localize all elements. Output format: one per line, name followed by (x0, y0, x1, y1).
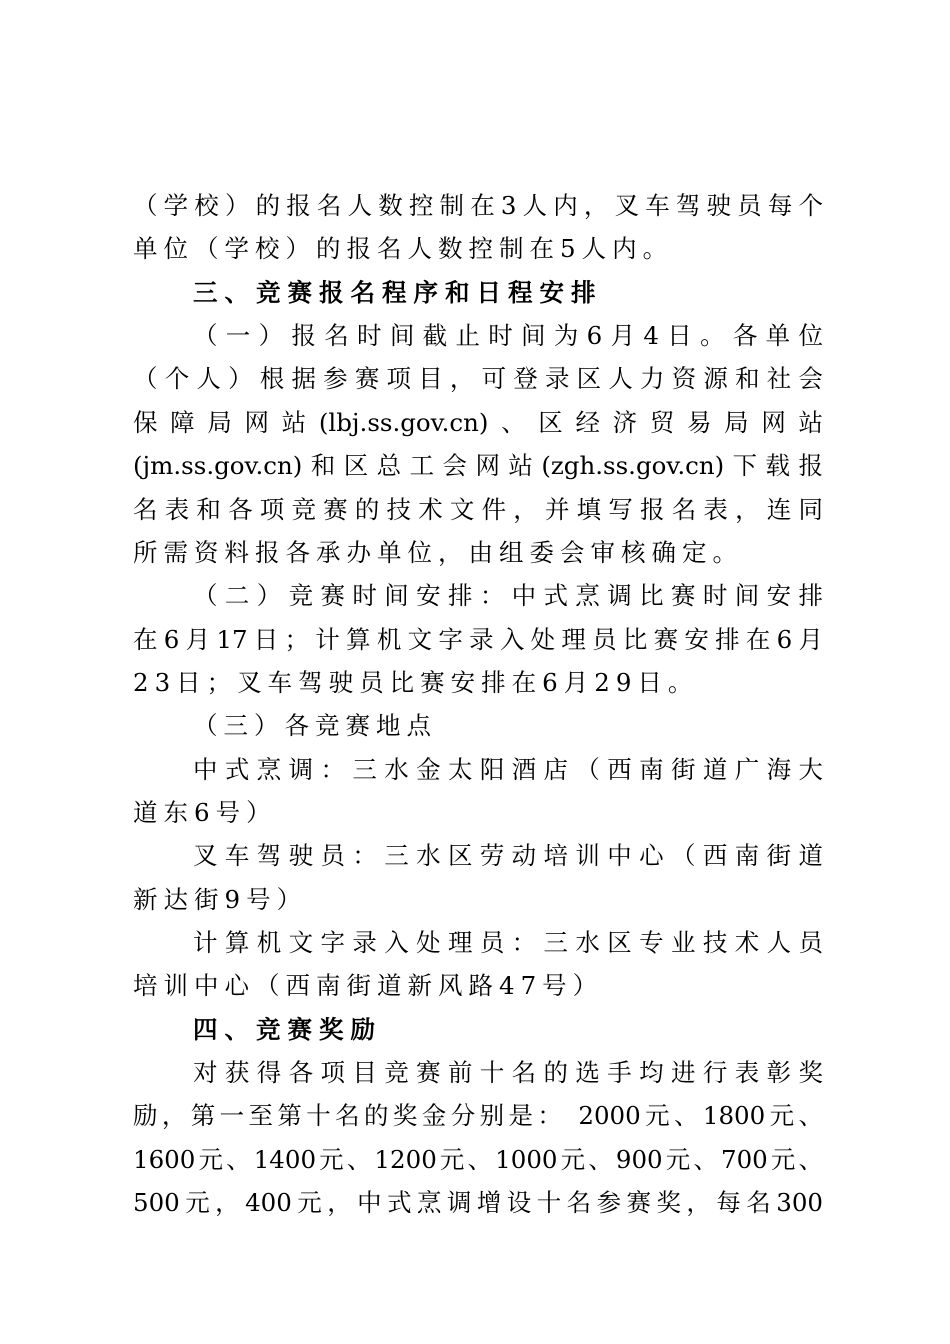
paragraph-line: 所需资料报各承办单位，由组委会审核确定。 (133, 538, 743, 567)
paragraph-line: 道东6号） (133, 798, 277, 827)
paragraph-line: 励，第一至第十名的奖金分别是： 2000元、1800元、 (133, 1101, 823, 1130)
paragraph-line: (jm.ss.gov.cn)和区总工会网站(zgh.ss.gov.cn)下载报 (133, 451, 823, 480)
paragraph-line: 新达街9号） (133, 885, 308, 914)
paragraph-line: 在6月17日；计算机文字录入处理员比赛安排在6月 (133, 625, 823, 654)
paragraph-line: 单位（学校）的报名人数控制在5人内。 (133, 234, 674, 263)
paragraph-line: 500元，400元，中式烹调增设十名参赛奖，每名300 (133, 1188, 823, 1217)
paragraph-line: （三）各竞赛地点 (193, 711, 437, 740)
paragraph-line: 计算机文字录入处理员：三水区专业技术人员 (193, 928, 823, 957)
paragraph-line: 名表和各项竞赛的技术文件，并填写报名表，连同 (133, 495, 823, 524)
paragraph-line: 对获得各项目竞赛前十名的选手均进行表彰奖 (193, 1058, 823, 1087)
paragraph-line: （学校）的报名人数控制在3人内，叉车驾驶员每个 (133, 191, 823, 220)
paragraph-line: （二）竞赛时间安排：中式烹调比赛时间安排 (193, 581, 823, 610)
paragraph-line: （个人）根据参赛项目，可登录区人力资源和社会 (133, 364, 823, 393)
paragraph-line: 培训中心（西南街道新风路47号） (133, 971, 604, 1000)
section-heading: 三、竞赛报名程序和日程安排 (193, 278, 603, 307)
paragraph-line: 中式烹调：三水金太阳酒店（西南街道广海大 (193, 755, 823, 784)
paragraph-line: （一）报名时间截止时间为6月4日。各单位 (193, 321, 823, 350)
section-heading: 四、竞赛奖励 (193, 1015, 382, 1044)
paragraph-line: 保障局网站(lbj.ss.gov.cn)、区经济贸易局网站 (133, 408, 823, 437)
paragraph-line: 23日；叉车驾驶员比赛安排在6月29日。 (133, 668, 699, 697)
paragraph-line: 叉车驾驶员：三水区劳动培训中心（西南街道 (193, 841, 823, 870)
paragraph-line: 1600元、1400元、1200元、1000元、900元、700元、 (133, 1145, 823, 1174)
